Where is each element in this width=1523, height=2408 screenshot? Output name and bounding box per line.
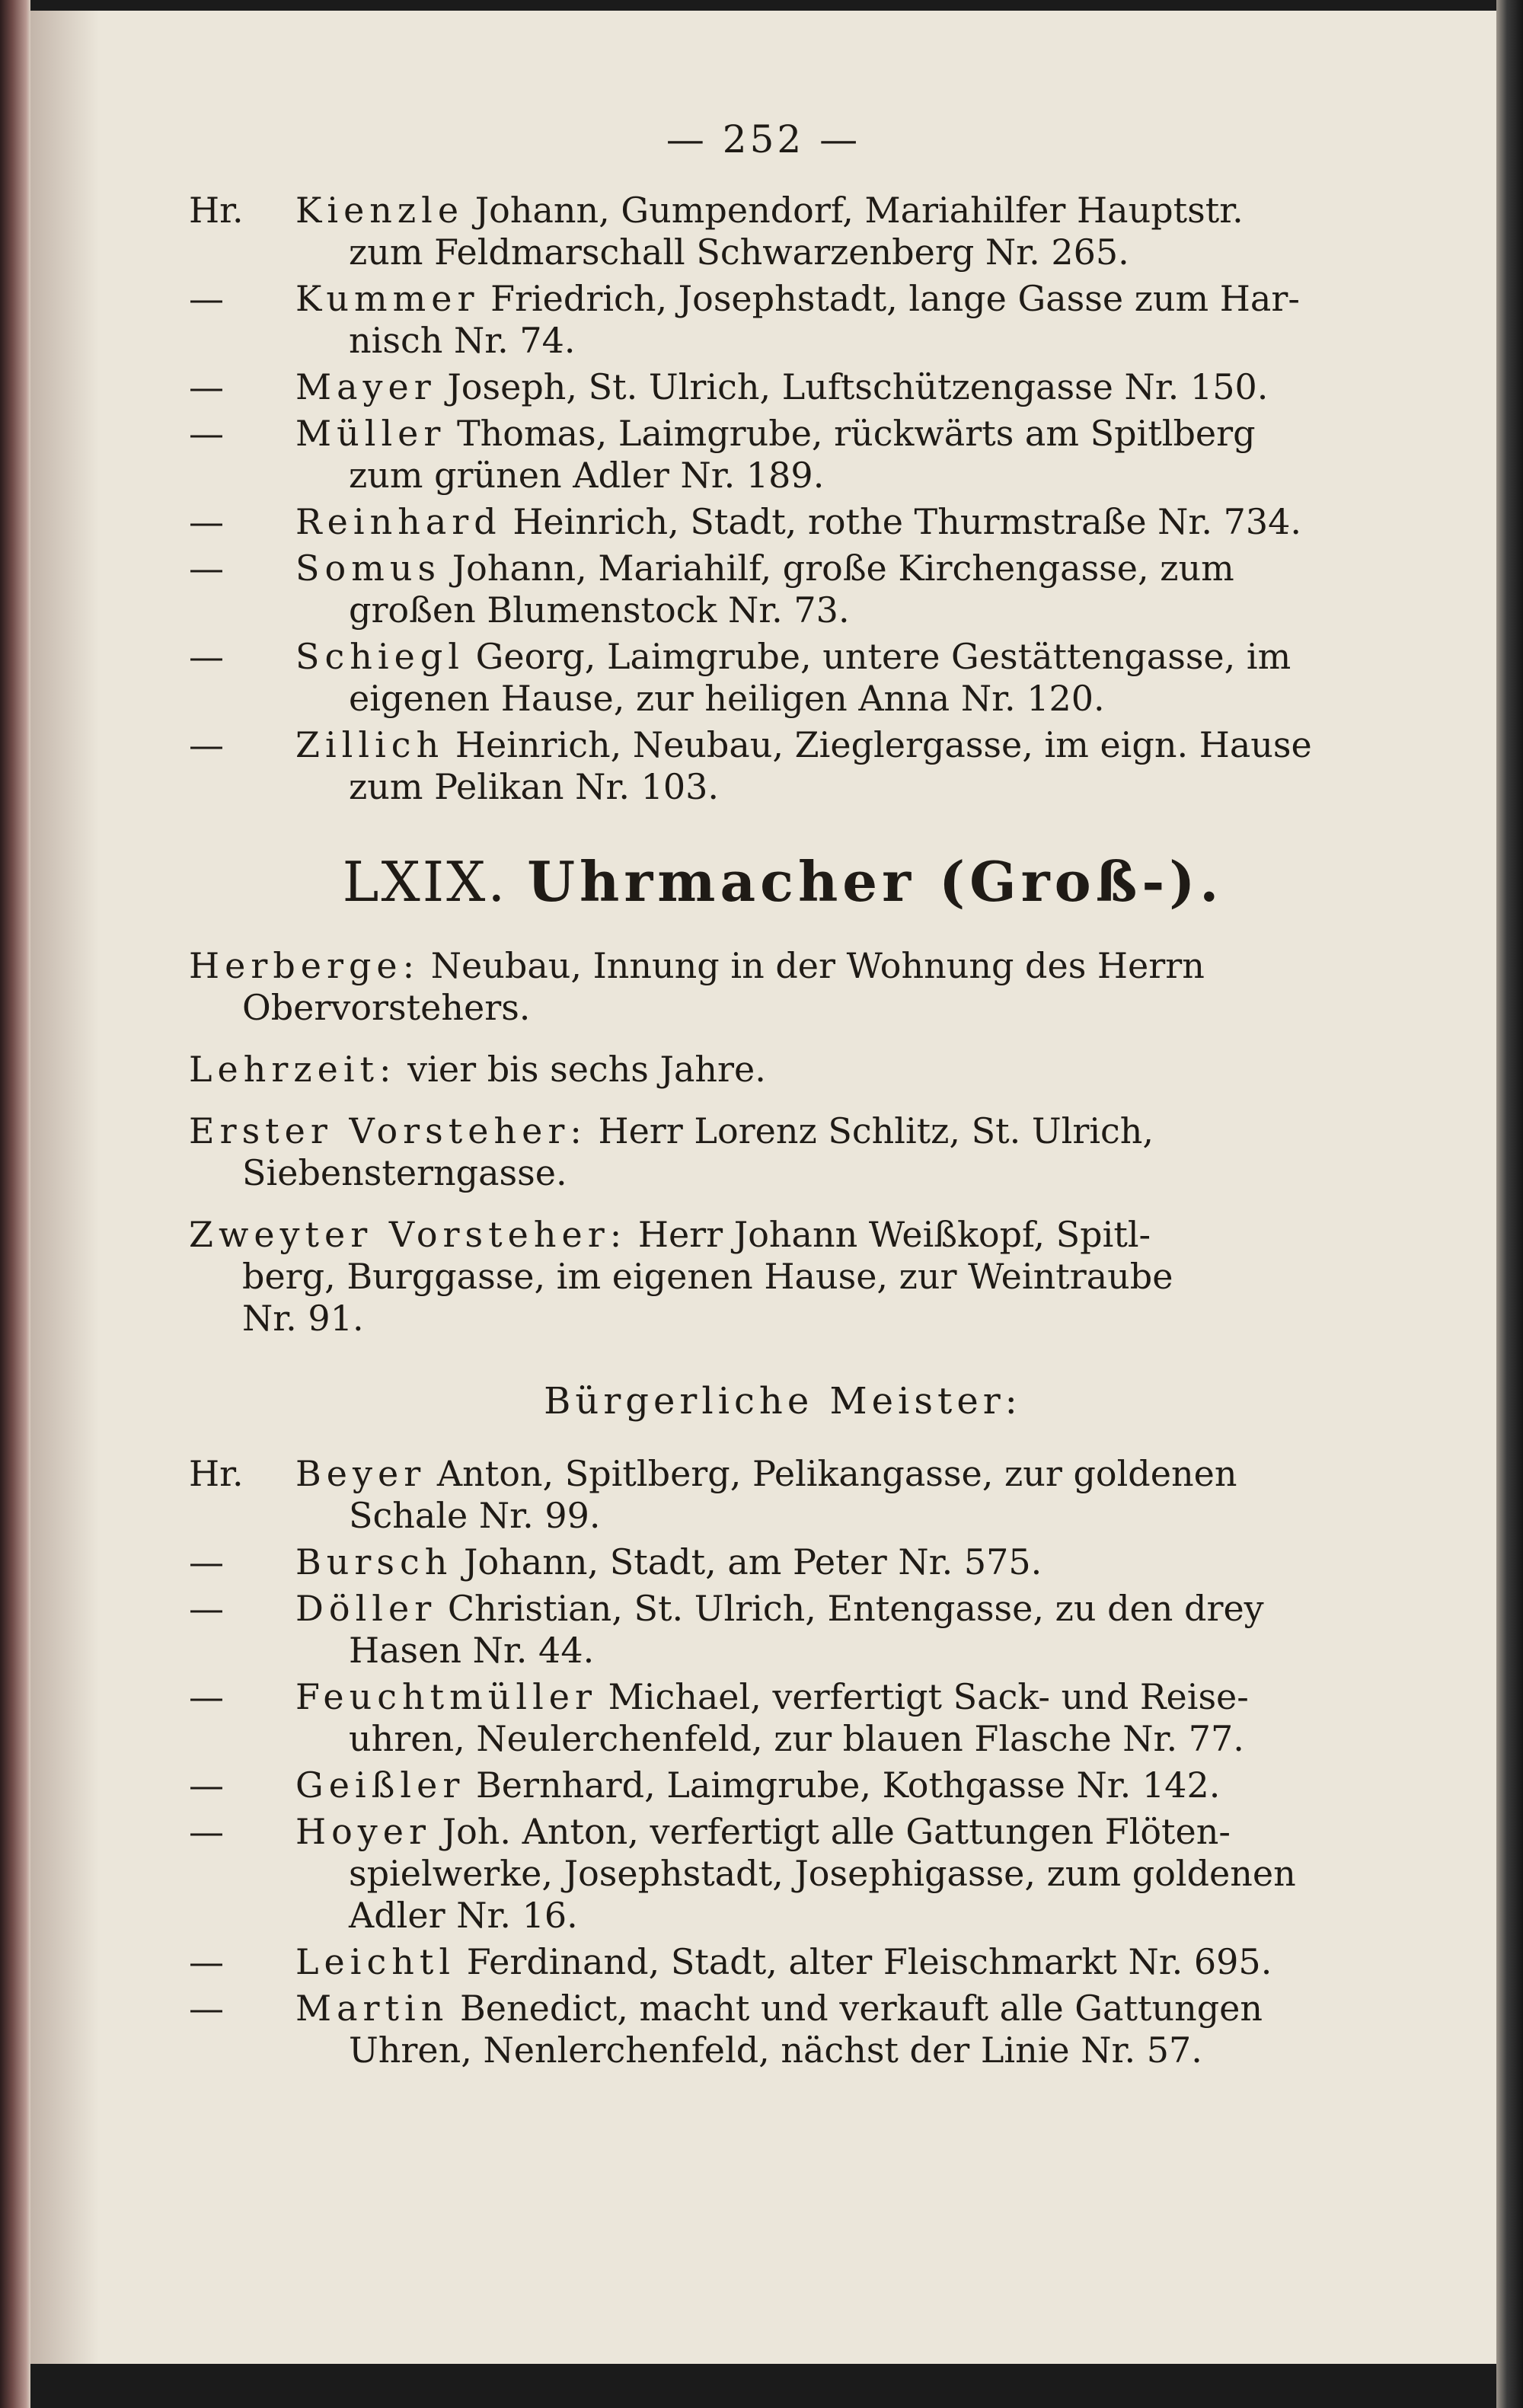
info-label: Zweyter Vorsteher:: [189, 1214, 627, 1255]
entry-text: Joseph, St. Ulrich, Luftschützengasse Nr. 150.: [447, 366, 1269, 407]
entry-continuation: zum Feldmarschall Schwarzenberg Nr. 265.: [349, 232, 1129, 273]
list-item: [189, 501, 1377, 543]
list-item: [189, 548, 1377, 631]
section-title: [189, 848, 1377, 916]
entry-name: Martin: [295, 1988, 449, 2029]
info-text: vier bis sechs Jahre.: [407, 1049, 766, 1090]
entry-prefix: —: [189, 1541, 224, 1582]
entry-name: Döller: [295, 1588, 437, 1629]
entry-name: Reinhard: [295, 501, 502, 542]
list-item: [189, 1541, 1377, 1583]
info-lehrzeit: [189, 1049, 1377, 1091]
page-content: [189, 190, 1377, 2076]
info-herberge: [189, 945, 1377, 1029]
list-item: [189, 190, 1377, 273]
gutter-shadow: [30, 11, 99, 2364]
list-item: [189, 1676, 1377, 1760]
entry-continuation: Uhren, Nenlerchenfeld, nächst der Linie Nr. 57.: [349, 2030, 1202, 2071]
entry-name: Leichtl: [295, 1941, 456, 1982]
info-continuation: Obervorstehers.: [242, 987, 531, 1028]
entry-continuation: zum Pelikan Nr. 103.: [349, 766, 720, 807]
list-item: [189, 1811, 1377, 1937]
entries-top-list: [189, 190, 1377, 808]
entry-prefix: —: [189, 1988, 224, 2029]
info-continuation: Siebensterngasse.: [242, 1152, 567, 1193]
entries-bottom-list: [189, 1453, 1377, 2071]
list-item: [189, 413, 1377, 497]
list-item: [189, 636, 1377, 720]
entry-name: Hoyer: [295, 1811, 432, 1852]
entry-name: Schiegl: [295, 636, 465, 677]
section-trade: Uhrmacher (Groß-).: [527, 849, 1224, 914]
guild-info: [189, 945, 1377, 1340]
entry-prefix: —: [189, 1676, 224, 1717]
entry-name: Beyer: [295, 1453, 426, 1494]
info-text: Herr Lorenz Schlitz, St. Ulrich,: [598, 1110, 1154, 1151]
entry-text: Johann, Stadt, am Peter Nr. 575.: [464, 1541, 1042, 1582]
entry-text: Ferdinand, Stadt, alter Fleischmarkt Nr. 695.: [466, 1941, 1272, 1982]
entry-continuation-2: Adler Nr. 16.: [349, 1895, 578, 1936]
entry-continuation: zum grünen Adler Nr. 189.: [349, 455, 825, 496]
info-label: Erster Vorsteher:: [189, 1110, 587, 1151]
subheading: Bürgerliche Meister:: [544, 1380, 1022, 1423]
list-item: [189, 724, 1377, 808]
entry-text: Georg, Laimgrube, untere Gestättengasse, im: [475, 636, 1292, 677]
entry-name: Feuchtmüller: [295, 1676, 598, 1717]
list-item: [189, 278, 1377, 362]
entry-name: Bursch: [295, 1541, 453, 1582]
entry-continuation: nisch Nr. 74.: [349, 320, 576, 361]
entry-prefix: —: [189, 1764, 224, 1806]
entry-prefix: —: [189, 724, 224, 765]
list-item: [189, 1453, 1377, 1537]
list-item: [189, 1588, 1377, 1672]
info-zweyter-vorsteher: [189, 1214, 1377, 1340]
entry-prefix: —: [189, 636, 224, 677]
book-edge-right: [1496, 0, 1523, 2408]
entry-name: Geißler: [295, 1764, 465, 1806]
entry-text: Thomas, Laimgrube, rückwärts am Spitlberg: [457, 413, 1256, 454]
entry-continuation: Hasen Nr. 44.: [349, 1630, 595, 1671]
list-item: [189, 1988, 1377, 2071]
entry-prefix: —: [189, 413, 224, 454]
list-item: [189, 1764, 1377, 1806]
page-number: — 252 —: [666, 117, 861, 161]
entry-name: Mayer: [295, 366, 436, 407]
entry-text: Anton, Spitlberg, Pelikangasse, zur goldenen: [436, 1453, 1237, 1494]
entry-continuation: spielwerke, Josephstadt, Josephigasse, zum goldenen: [349, 1853, 1296, 1894]
section-numeral: LXIX.: [342, 850, 508, 914]
entry-name: Kienzle: [295, 190, 465, 231]
entry-text: Heinrich, Stadt, rothe Thurmstraße Nr. 734.: [512, 501, 1302, 542]
entry-name: Somus: [295, 548, 442, 589]
entry-prefix: —: [189, 1941, 224, 1982]
info-continuation-2: Nr. 91.: [242, 1298, 364, 1339]
list-item: [189, 1941, 1377, 1983]
entry-prefix: —: [189, 1588, 224, 1629]
entry-prefix: Hr.: [189, 1453, 244, 1494]
entry-continuation: uhren, Neulerchenfeld, zur blauen Flasche Nr. 77.: [349, 1718, 1244, 1759]
list-item: [189, 366, 1377, 408]
entry-continuation: Schale Nr. 99.: [349, 1495, 601, 1536]
info-erster-vorsteher: [189, 1110, 1377, 1194]
entry-name: Zillich: [295, 724, 445, 765]
entry-prefix: —: [189, 1811, 224, 1852]
book-edge-left: [0, 0, 30, 2408]
entry-prefix: —: [189, 278, 224, 319]
entry-prefix: —: [189, 548, 224, 589]
entry-name: Müller: [295, 413, 446, 454]
info-text: Herr Johann Weißkopf, Spitl-: [637, 1214, 1151, 1255]
entry-text: Johann, Gumpendorf, Mariahilfer Hauptstr.: [474, 190, 1244, 231]
entry-text: Friedrich, Josephstadt, lange Gasse zum Har-: [490, 278, 1300, 319]
entry-continuation: großen Blumenstock Nr. 73.: [349, 589, 850, 631]
entry-text: Christian, St. Ulrich, Entengasse, zu den drey: [447, 1588, 1264, 1629]
info-text: Neubau, Innung in der Wohnung des Herrn: [430, 945, 1205, 986]
entry-prefix: —: [189, 501, 224, 542]
info-continuation: berg, Burggasse, im eigenen Hause, zur Weintraube: [242, 1256, 1173, 1297]
entry-continuation: eigenen Hause, zur heiligen Anna Nr. 120.: [349, 678, 1105, 719]
entry-text: Benedict, macht und verkauft alle Gattungen: [459, 1988, 1263, 2029]
info-label: Herberge:: [189, 945, 420, 986]
info-label: Lehrzeit:: [189, 1049, 397, 1090]
entry-name: Kummer: [295, 278, 480, 319]
entry-text: Michael, verfertigt Sack- und Reise-: [608, 1676, 1249, 1717]
book-page: [30, 11, 1496, 2364]
entry-text: Johann, Mariahilf, große Kirchengasse, zum: [452, 548, 1234, 589]
entry-text: Joh. Anton, verfertigt alle Gattungen Flöten-: [442, 1811, 1231, 1852]
entry-prefix: —: [189, 366, 224, 407]
entry-text: Heinrich, Neubau, Zieglergasse, im eign. Hause: [455, 724, 1312, 765]
entry-prefix: Hr.: [189, 190, 244, 231]
entry-text: Bernhard, Laimgrube, Kothgasse Nr. 142.: [475, 1764, 1221, 1806]
